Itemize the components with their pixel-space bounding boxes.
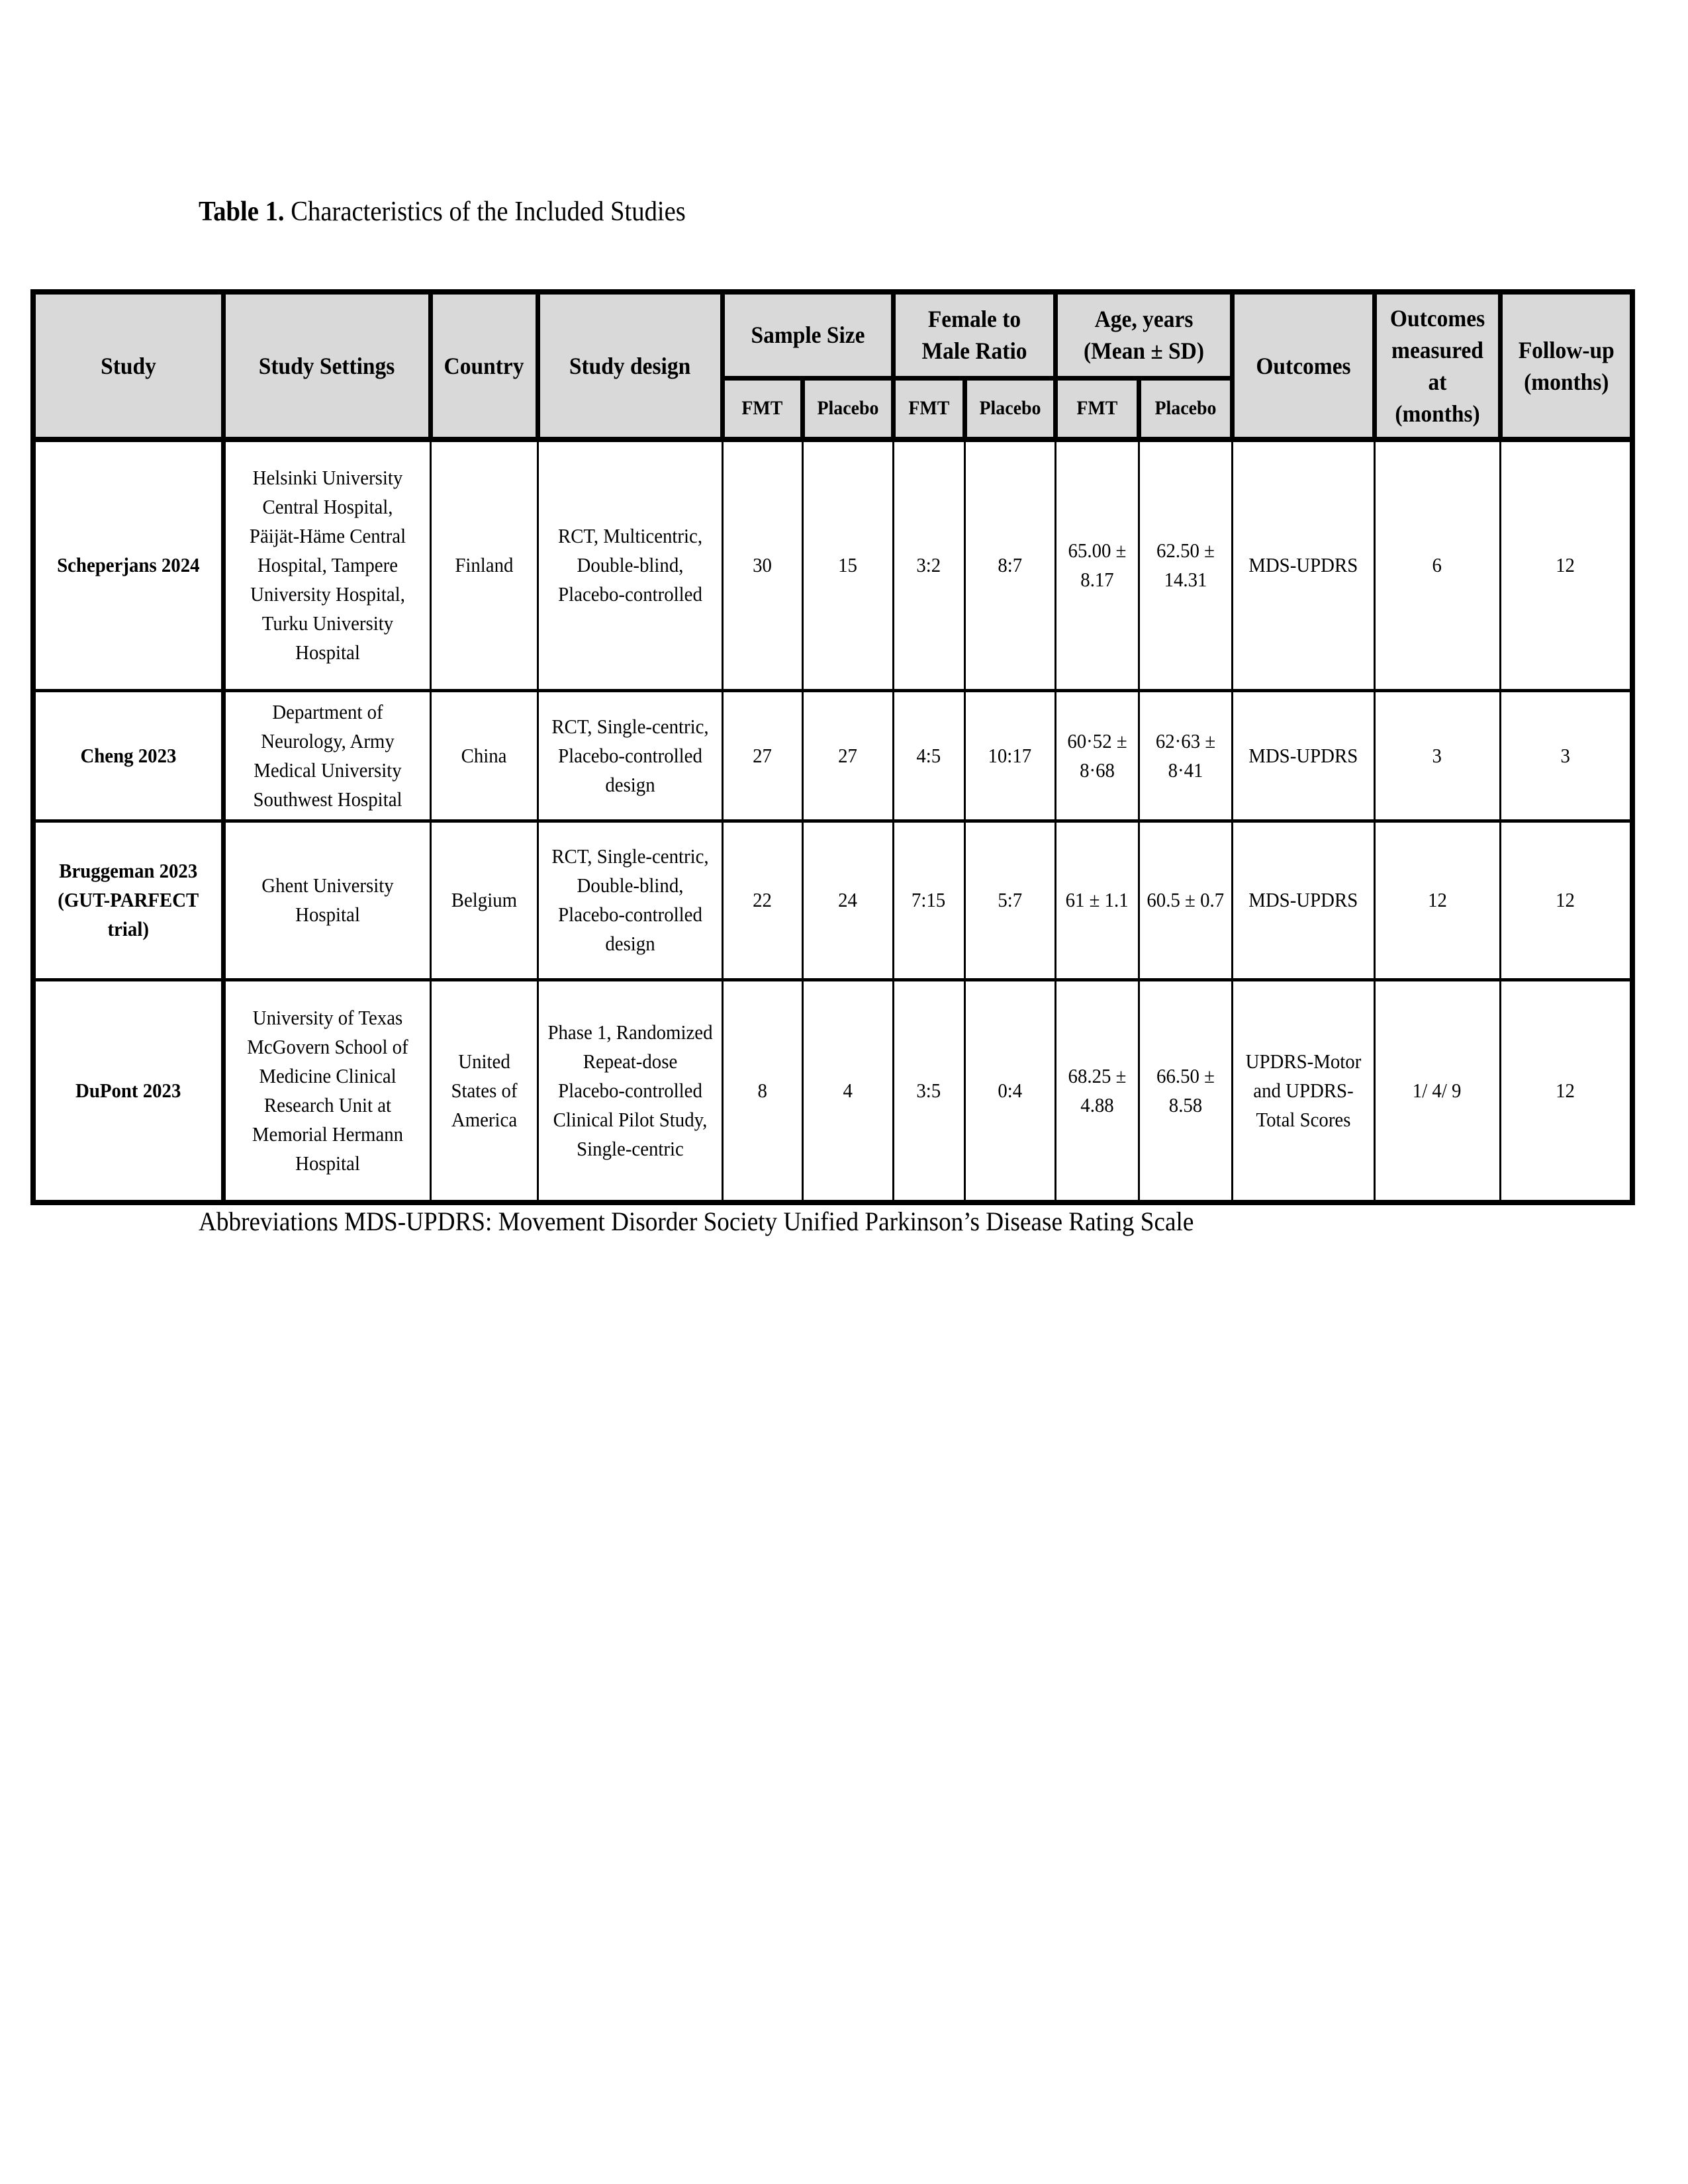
header-study: Study xyxy=(33,292,223,439)
cell-country: United States of America xyxy=(430,979,538,1203)
cell-age-fmt: 60·52 ± 8·68 xyxy=(1055,690,1139,821)
cell-ratio-fmt: 3:2 xyxy=(893,439,964,690)
cell-age-fmt: 61 ± 1.1 xyxy=(1055,821,1139,979)
cell-study-design: RCT, Single-centric, Double-blind, Placebo-controlled design xyxy=(538,821,722,979)
cell-ratio-fmt: 7:15 xyxy=(893,821,964,979)
header-sample-size: Sample Size xyxy=(722,292,893,378)
cell-country: Belgium xyxy=(430,821,538,979)
cell-sample-placebo: 24 xyxy=(802,821,893,979)
cell-age-placebo: 66.50 ± 8.58 xyxy=(1139,979,1232,1203)
cell-outcomes: MDS-UPDRS xyxy=(1232,821,1374,979)
table-caption-text: Characteristics of the Included Studies xyxy=(291,197,686,227)
cell-sample-placebo: 27 xyxy=(802,690,893,821)
cell-measured-at: 6 xyxy=(1374,439,1500,690)
cell-sample-placebo: 15 xyxy=(802,439,893,690)
cell-sample-fmt: 30 xyxy=(722,439,802,690)
cell-study-design: RCT, Multicentric, Double-blind, Placebo-controlled xyxy=(538,439,722,690)
cell-ratio-placebo: 8:7 xyxy=(964,439,1055,690)
subheader-sample-placebo: Placebo xyxy=(802,378,893,439)
subheader-sample-fmt: FMT xyxy=(722,378,802,439)
cell-measured-at: 1/ 4/ 9 xyxy=(1374,979,1500,1203)
cell-measured-at: 3 xyxy=(1374,690,1500,821)
cell-ratio-placebo: 0:4 xyxy=(964,979,1055,1203)
header-age: Age, years (Mean ± SD) xyxy=(1055,292,1232,378)
cell-country: China xyxy=(430,690,538,821)
table-row xyxy=(33,821,1632,979)
cell-follow-up: 12 xyxy=(1500,979,1632,1203)
header-follow-up: Follow-up (months) xyxy=(1500,292,1632,439)
cell-age-fmt: 65.00 ± 8.17 xyxy=(1055,439,1139,690)
cell-age-placebo: 60.5 ± 0.7 xyxy=(1139,821,1232,979)
table-row xyxy=(33,690,1632,821)
cell-study-design: Phase 1, Randomized Repeat-dose Placebo-controlled Clinical Pilot Study, Single-centric xyxy=(538,979,722,1203)
cell-ratio-fmt: 3:5 xyxy=(893,979,964,1203)
cell-ratio-fmt: 4:5 xyxy=(893,690,964,821)
cell-study-settings: Helsinki University Central Hospital, Päijät-Häme Central Hospital, Tampere University Hospital, Turku University Hospital xyxy=(223,439,430,690)
cell-outcomes: MDS-UPDRS xyxy=(1232,690,1374,821)
cell-outcomes: UPDRS-Motor and UPDRS-Total Scores xyxy=(1232,979,1374,1203)
cell-follow-up: 3 xyxy=(1500,690,1632,821)
subheader-ratio-fmt: FMT xyxy=(893,378,964,439)
cell-study-design: RCT, Single-centric, Placebo-controlled design xyxy=(538,690,722,821)
cell-country: Finland xyxy=(430,439,538,690)
cell-age-fmt: 68.25 ± 4.88 xyxy=(1055,979,1139,1203)
cell-sample-fmt: 8 xyxy=(722,979,802,1203)
header-outcomes: Outcomes xyxy=(1232,292,1374,439)
header-study-settings: Study Settings xyxy=(223,292,430,439)
cell-age-placebo: 62·63 ± 8·41 xyxy=(1139,690,1232,821)
cell-study: Scheperjans 2024 xyxy=(33,439,223,690)
table-row xyxy=(33,439,1632,690)
cell-sample-fmt: 27 xyxy=(722,690,802,821)
study-characteristics-table xyxy=(30,289,1635,1205)
header-female-male-ratio: Female to Male Ratio xyxy=(893,292,1055,378)
cell-study-settings: University of Texas McGovern School of Medicine Clinical Research Unit at Memorial Hermann Hospital xyxy=(223,979,430,1203)
table-row xyxy=(33,979,1632,1203)
table-caption xyxy=(199,196,686,228)
table-caption-label: Table 1. xyxy=(199,197,285,227)
cell-study: DuPont 2023 xyxy=(33,979,223,1203)
subheader-age-placebo: Placebo xyxy=(1139,378,1232,439)
header-country: Country xyxy=(430,292,538,439)
subheader-age-fmt: FMT xyxy=(1055,378,1139,439)
cell-follow-up: 12 xyxy=(1500,439,1632,690)
cell-follow-up: 12 xyxy=(1500,821,1632,979)
cell-study-settings: Ghent University Hospital xyxy=(223,821,430,979)
cell-study: Cheng 2023 xyxy=(33,690,223,821)
subheader-ratio-placebo: Placebo xyxy=(964,378,1055,439)
cell-sample-placebo: 4 xyxy=(802,979,893,1203)
cell-sample-fmt: 22 xyxy=(722,821,802,979)
abbreviations-footnote: Abbreviations MDS-UPDRS: Movement Disorder Society Unified Parkinson’s Disease Rating Scale xyxy=(199,1206,1194,1236)
cell-age-placebo: 62.50 ± 14.31 xyxy=(1139,439,1232,690)
cell-outcomes: MDS-UPDRS xyxy=(1232,439,1374,690)
header-study-design: Study design xyxy=(538,292,722,439)
cell-ratio-placebo: 5:7 xyxy=(964,821,1055,979)
cell-ratio-placebo: 10:17 xyxy=(964,690,1055,821)
cell-measured-at: 12 xyxy=(1374,821,1500,979)
cell-study: Bruggeman 2023 (GUT-PARFECT trial) xyxy=(33,821,223,979)
header-outcomes-measured-at: Outcomes measured at (months) xyxy=(1374,292,1500,439)
cell-study-settings: Department of Neurology, Army Medical University Southwest Hospital xyxy=(223,690,430,821)
